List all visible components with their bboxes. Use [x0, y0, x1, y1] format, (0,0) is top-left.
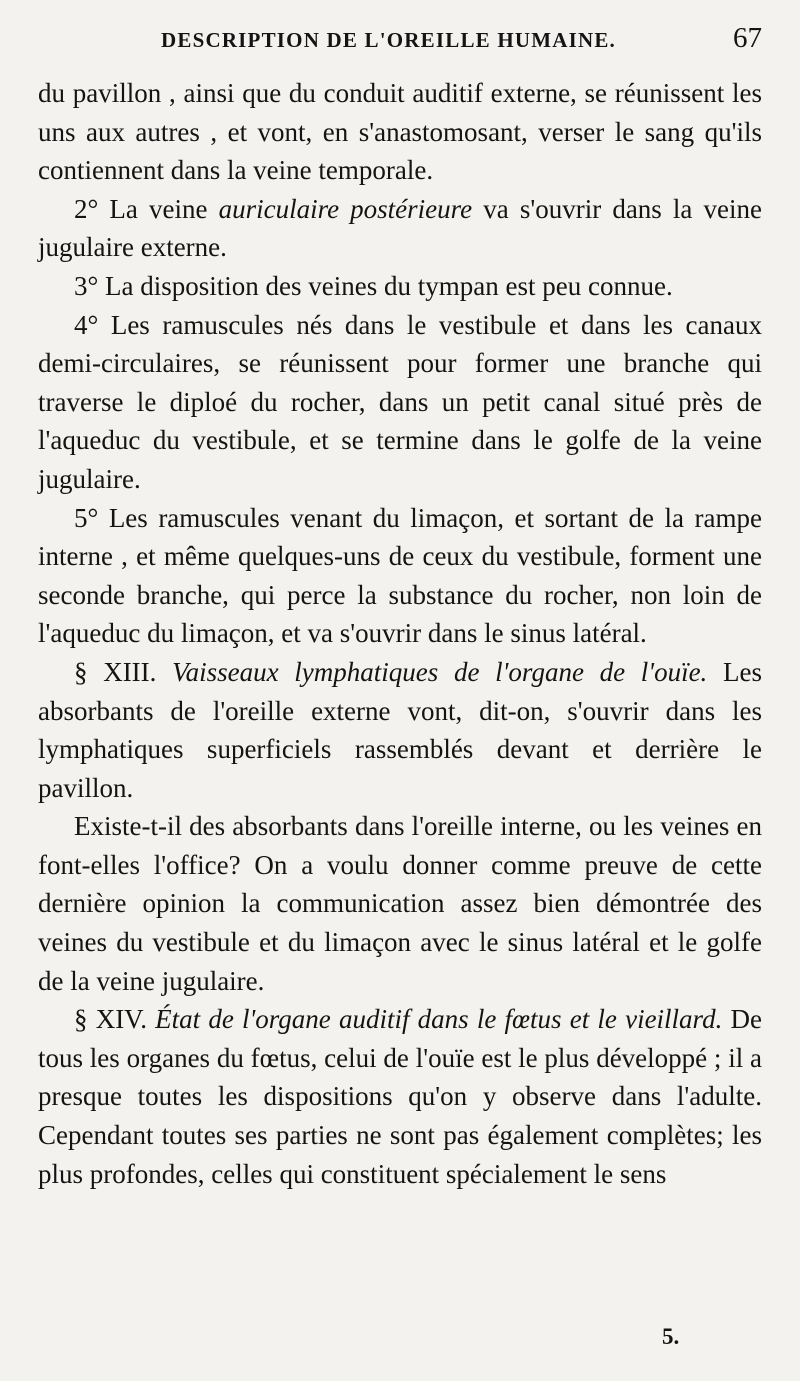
paragraph-2-lead: 2° La veine [74, 193, 219, 224]
section-14 [38, 1000, 762, 1193]
page-number: 67 [733, 22, 762, 54]
section-14-text: De tous les organes du fœtus, celui de l'ouïe est le plus développé ; il a presque toutes les dispositions qu'on y observe dans l'adulte. Cependant toutes ses parties ne sont pas également complètes; les plus profondes, celles qui constituent spécialement le sens [38, 1004, 763, 1189]
section-13-label: § XIII. [74, 656, 173, 687]
paragraph-2-emphasis: auriculaire postérieure [218, 193, 473, 224]
paragraph-2 [38, 190, 762, 267]
running-head [38, 22, 762, 62]
paragraph-4: 4° Les ramuscules nés dans le vestibule et dans les canaux demi-circulaires, se réunissent pour former une branche qui traverse le diploé du rocher, dans un petit canal situé près de l'aqueduc du vestibule, et se termine dans le golfe de la veine jugulaire. [38, 309, 762, 494]
running-title: DESCRIPTION DE L'OREILLE HUMAINE. [161, 28, 617, 52]
paragraph-7: Existe-t-il des absorbants dans l'oreille interne, ou les veines en font-elles l'office? On a voulu donner comme preuve de cette dernière opinion la communication assez bien démontrée des veines du vestibule et du limaçon avec le sinus latéral et le golfe de la veine jugulaire. [38, 811, 762, 996]
section-13-title: Vaisseaux lymphatiques de l'organe de l'ouïe. [172, 656, 708, 687]
body-text [38, 74, 762, 1193]
paragraph-5: 5° Les ramuscules venant du limaçon, et sortant de la rampe interne , et même quelques-uns de ceux du vestibule, forment une seconde branche, qui perce la substance du rocher, non loin de l'aqueduc du limaçon, et va s'ouvrir dans le sinus latéral. [38, 502, 762, 649]
paragraph-continuation: du pavillon , ainsi que du conduit auditif externe, se réunissent les uns aux autres , et vont, en s'anastomosant, verser le sang qu'ils contiennent dans la veine temporale. [38, 78, 762, 186]
section-14-title: État de l'organe auditif dans le fœtus et le vieillard. [155, 1004, 723, 1035]
printer-signature: 5. [662, 1324, 680, 1349]
section-13 [38, 653, 762, 807]
section-14-label: § XIV. [74, 1004, 156, 1035]
paragraph-2-rest: va s'ouvrir dans la veine jugulaire externe. [38, 193, 762, 263]
paragraph-3: 3° La disposition des veines du tympan est peu connue. [74, 270, 673, 301]
section-13-text: Les absorbants de l'oreille externe vont, dit-on, s'ouvrir dans les lymphatiques superficiels rassemblés devant et derrière le pavillon. [38, 656, 762, 803]
